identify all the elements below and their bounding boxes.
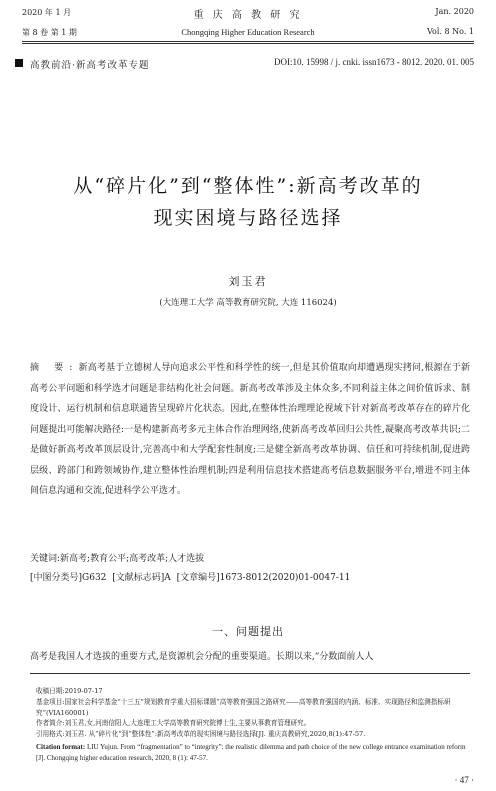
journal-name-cn: 重 庆 高 教 研 究 [193, 10, 303, 21]
footnote-fund: 基金项目:国家社会科学基金“十三五”规划教育学重大招标课题“高等教育强国之路研究——高等教育强国的内涵、标准、实现路径和监测指标研究”(VIA160001) [36, 698, 451, 717]
doi: DOI:10. 15998 / j. cnki. issn1673 - 8012. 2020. 01. 005 [274, 57, 474, 67]
citation-en-label: Citation format: [36, 743, 86, 751]
section-bar [15, 57, 474, 71]
citation-en [36, 742, 466, 764]
running-header-top [22, 7, 474, 19]
header-date-en: Jan. 2020 [435, 7, 474, 16]
abstract [30, 358, 470, 502]
journal-name-en: Chongqing Higher Education Research [181, 27, 315, 37]
header-volume: 第 8 卷 第 1 期 [22, 28, 77, 37]
section-heading: 一、问题提出 [212, 625, 284, 638]
footnote-rule [30, 673, 470, 674]
classification-codes: [中图分类号]G632 [文献标志码]A [文章编号]1673-8012(2020)01-0047-11 [30, 573, 351, 583]
author-affiliation: (大连理工大学 高等教育研究院, 大连 116024) [159, 298, 337, 308]
abstract-label: 摘 要: [30, 363, 79, 373]
header-volume-en: Vol. 8 No. 1 [427, 27, 474, 36]
article-title-line-2: 现实困境与路径选择 [153, 207, 343, 229]
footnote-received: 收稿日期:2019-07-17 [36, 687, 103, 695]
header-rule-thick [22, 41, 474, 42]
article-title-line-1: 从“碎片化”到“整体性”:新高考改革的 [73, 175, 423, 197]
header-rule-thin [22, 43, 474, 44]
page-number: · 47 · [454, 775, 474, 785]
abstract-text: 新高考基于立德树人导向追求公平性和科学性的统一,但是其价值取向却遭遇现实拷问,根源在于新高考公平问题和科学选才问题是非结构化社会问题。新高考改革涉及主体众多,不同利益主体之间价值诉求、制度设计、运行机制和信息联通皆呈现碎片化状态。因此,在整体性治理理论视域下针对新高考改革存在的碎片化问题提出可能解决路径:一是构建新高考多元主体合作治理网络,使新高考改革回归公共性,凝聚高考改革共识;二是做好新高考改革顶层设计,完善高中和大学配套性制度;三是健全新高考改革协调、信任和可持续机制,促进跨层级、跨部门和跨领域协作,建立整体性治理机制;四是利用信息技术搭建高考信息数据服务平台,增进不同主体间信息沟通和交流,促进科学公平选才。 [30, 363, 470, 496]
square-bullet-icon [15, 59, 23, 67]
running-header-bottom [22, 27, 474, 39]
author-name: 刘玉君 [228, 275, 268, 288]
keywords: 关键词:新高考;教育公平;高考改革;人才选拔 [30, 554, 205, 564]
body-paragraph: 高考是我国人才选拔的重要方式,是资源机会分配的重要渠道。长期以来,“分数面前人人 [30, 652, 374, 662]
citation-en-text: LIU Yujun. From “fragmentation” to “integrity”: the realistic dilemma and path choice of the new college entrance examination reform [J]. Chongqing higher education research, 2020, 8 (1): 47-57. [36, 743, 466, 762]
footnote-citation-cn: 引用格式:刘玉君. 从“碎片化”到“整体性”:新高考改革的现实困境与路径选择[J]. 重庆高教研究,2020,8(1):47-57. [36, 730, 366, 738]
section-label: 高教前沿·新高考改革专题 [30, 60, 150, 71]
header-date: 2020 年 1 月 [22, 8, 72, 17]
footnote-author-bio: 作者简介:刘玉君,女,河南信阳人,大连理工大学高等教育研究院博士生,主要从事教育管理研究。 [36, 719, 311, 727]
